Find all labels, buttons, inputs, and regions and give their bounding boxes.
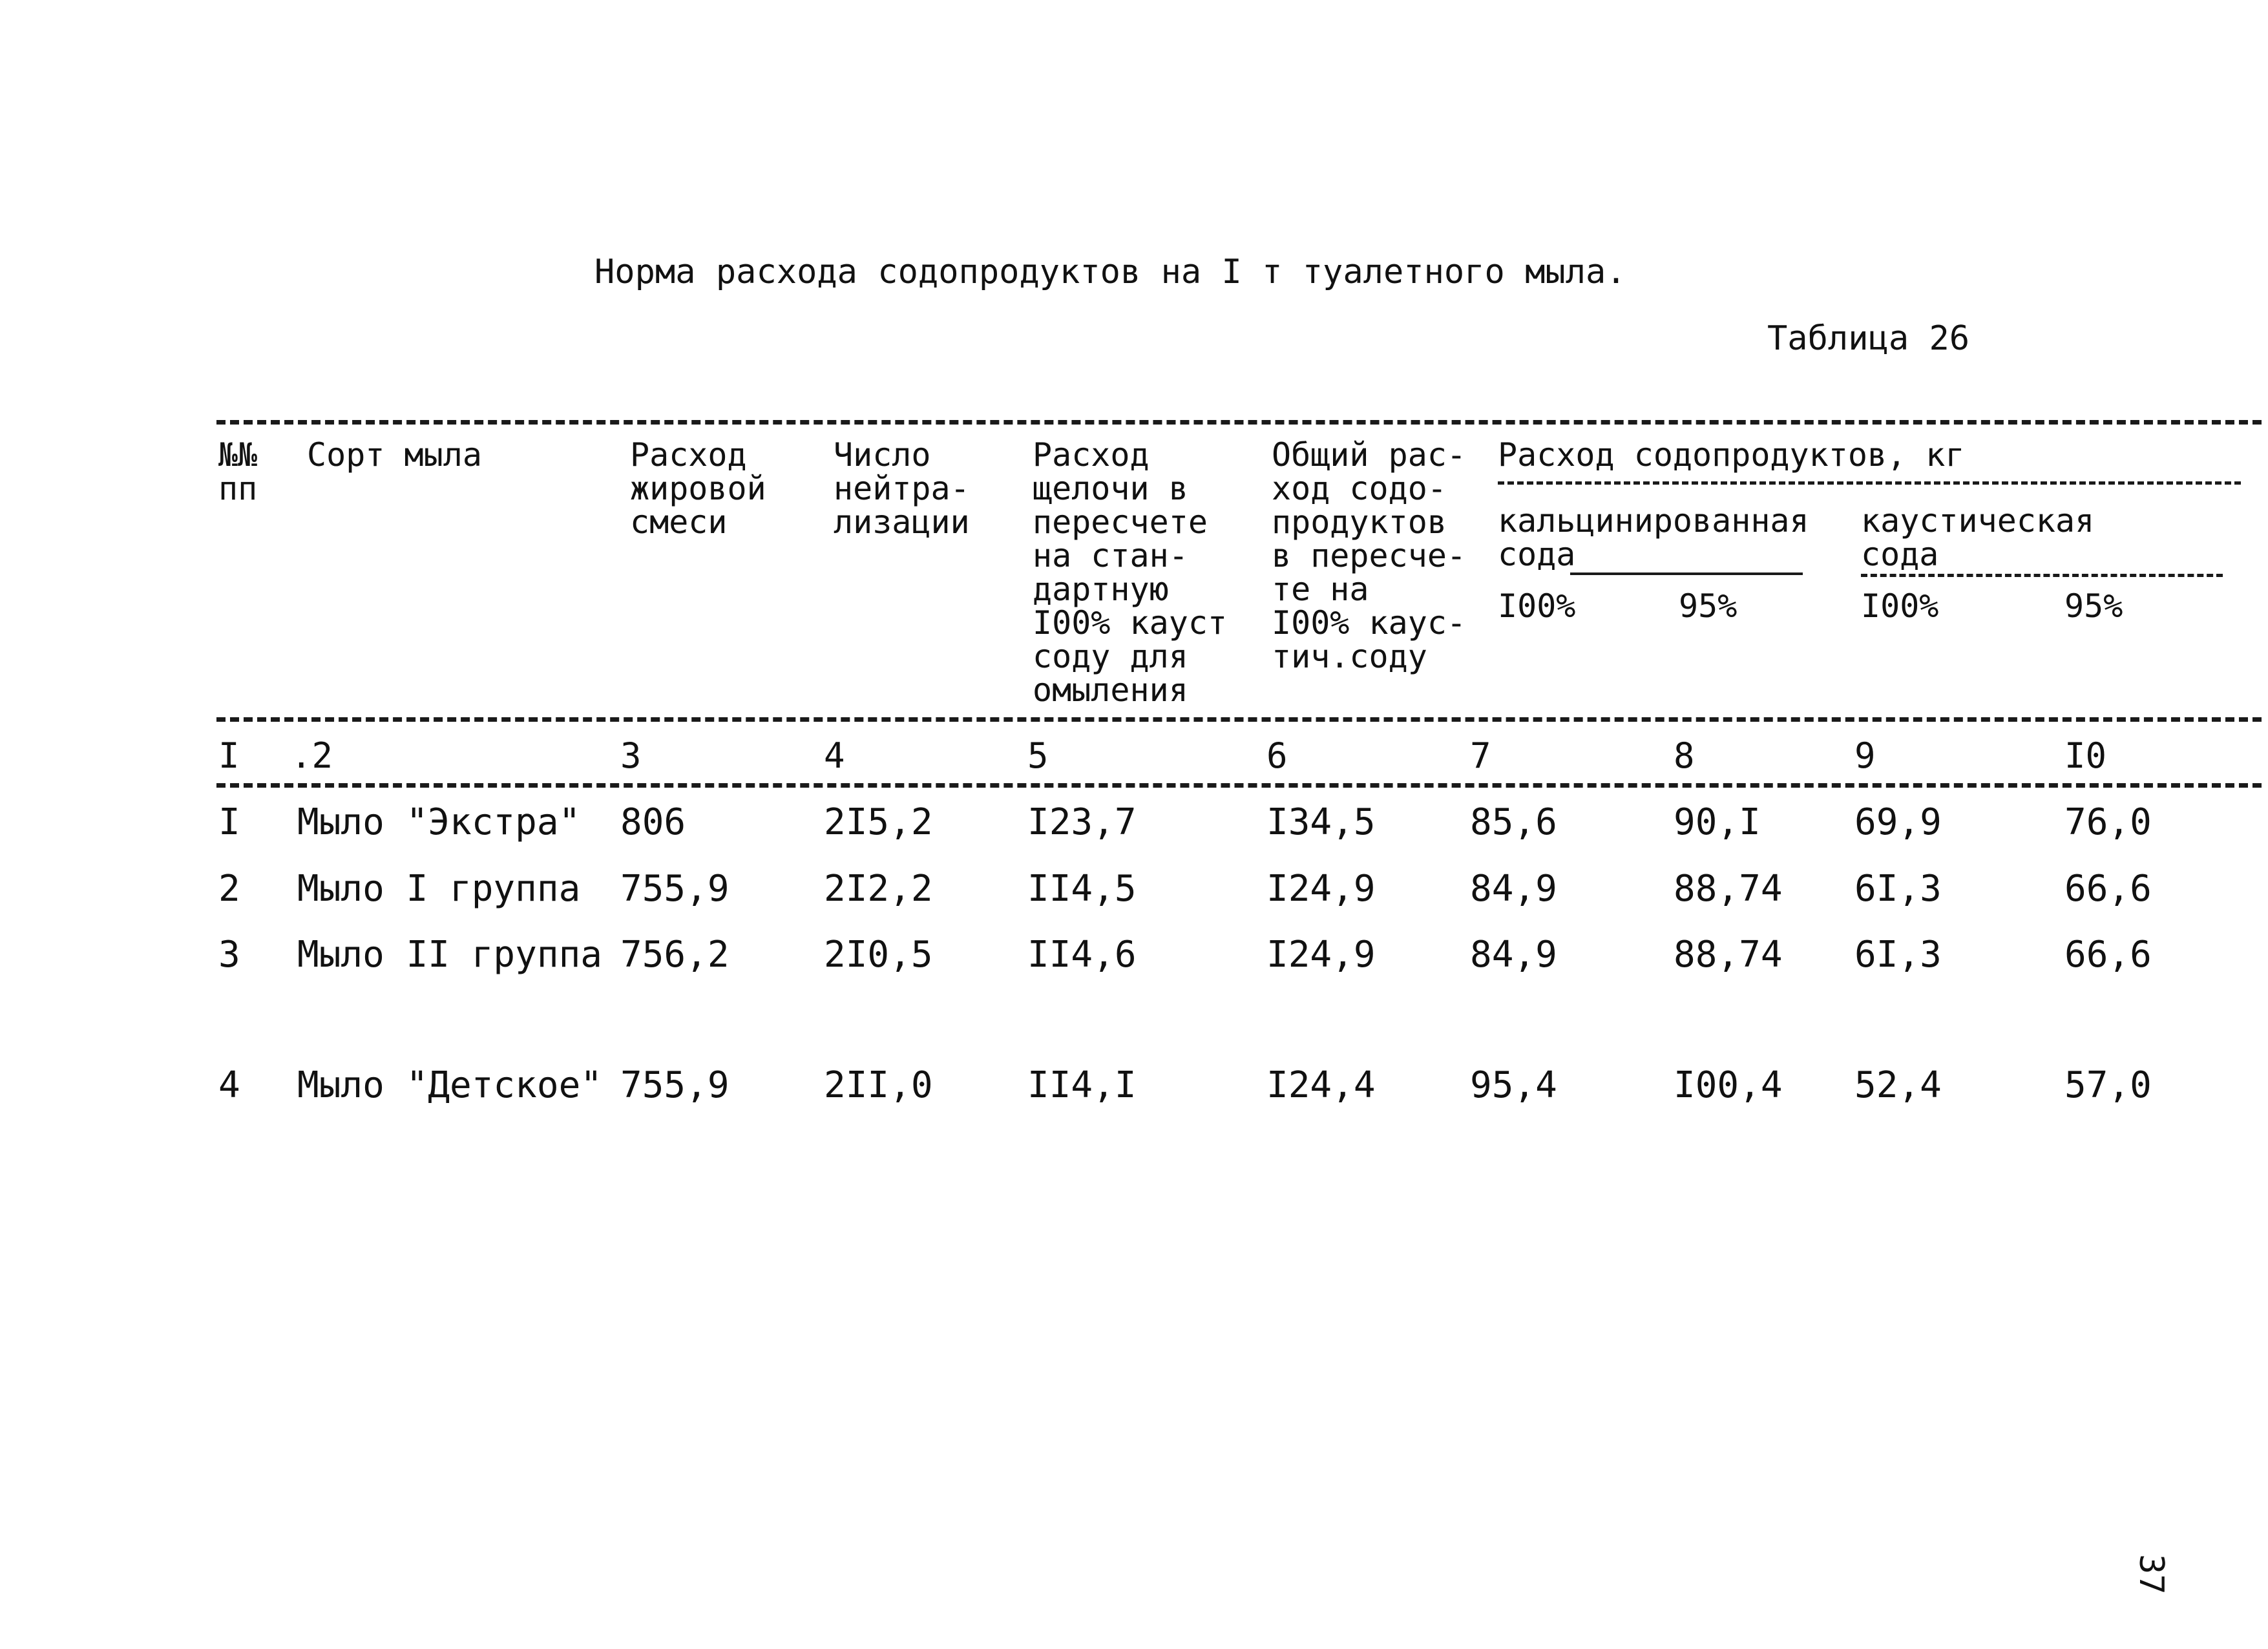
page-number: 37	[2132, 1554, 2170, 1595]
row3-name: Мыло II группа	[297, 934, 603, 976]
header-col3-line1: Расход	[630, 436, 747, 474]
header-sub2-line2: сода	[1861, 536, 1939, 573]
colnum-2: .2	[291, 735, 333, 776]
header-sub2-line1: каустическая	[1861, 502, 2095, 540]
header-col1-line1: №№	[218, 436, 258, 474]
row3-col9: 6I,3	[1854, 934, 1942, 976]
row2-col3: 755,9	[620, 868, 730, 910]
row2-col4: 2I2,2	[824, 868, 933, 910]
row3-col10: 66,6	[2064, 934, 2152, 976]
header-pct-7: I00%	[1498, 587, 1576, 625]
row1-col7: 85,6	[1470, 801, 1557, 843]
row3-col8: 88,74	[1674, 934, 1783, 976]
header-pct-10: 95%	[2064, 587, 2123, 625]
header-pct-9: I00%	[1861, 587, 1939, 625]
header-col4-line2: нейтра-	[834, 470, 970, 507]
row4-name: Мыло "Детское"	[297, 1064, 603, 1106]
colnum-bottom-rule	[216, 783, 2262, 788]
row4-col3: 755,9	[620, 1064, 730, 1106]
header-col5-line3: пересчете	[1033, 503, 1208, 541]
row4-col9: 52,4	[1854, 1064, 1942, 1106]
header-col6-line1: Общий рас-	[1272, 436, 1467, 474]
header-col6-line2: ход содо-	[1272, 470, 1447, 507]
colnum-6: 6	[1266, 735, 1288, 776]
row4-col8: I00,4	[1674, 1064, 1783, 1106]
colnum-9: 9	[1854, 735, 1876, 776]
row1-col10: 76,0	[2064, 801, 2152, 843]
row2-col5: II4,5	[1027, 868, 1137, 910]
row2-name: Мыло I группа	[297, 868, 581, 910]
header-col5-line5: дартную	[1033, 571, 1169, 608]
header-group: Расход содопродуктов, кг	[1498, 436, 1965, 474]
header-sub1-line2: сода	[1498, 536, 1576, 573]
row1-col9: 69,9	[1854, 801, 1942, 843]
row2-col8: 88,74	[1674, 868, 1783, 910]
row3-col5: II4,6	[1027, 934, 1137, 976]
row1-col6: I34,5	[1266, 801, 1376, 843]
header-col5-line4: на стан-	[1033, 537, 1188, 574]
header-col2: Сорт мыла	[307, 436, 482, 474]
header-sub1-underline	[1570, 572, 1803, 575]
row2-col9: 6I,3	[1854, 868, 1942, 910]
row3-col3: 756,2	[620, 934, 730, 976]
row3-col4: 2I0,5	[824, 934, 933, 976]
header-bottom-rule	[216, 717, 2262, 722]
colnum-8: 8	[1674, 735, 1695, 776]
row1-col5: I23,7	[1027, 801, 1137, 843]
row2-col10: 66,6	[2064, 868, 2152, 910]
header-sub2-underline	[1861, 574, 2223, 577]
header-col5-line7: соду для	[1033, 638, 1188, 675]
row1-col3: 806	[620, 801, 686, 843]
row2-col7: 84,9	[1470, 868, 1557, 910]
document-title: Норма расхода содопродуктов на I т туалетного мыла.	[594, 253, 1626, 291]
row3-col6: I24,9	[1266, 934, 1376, 976]
header-col6-line4: в пересче-	[1272, 537, 1467, 574]
header-col5-line8: омыления	[1033, 671, 1188, 709]
colnum-3: 3	[620, 735, 642, 776]
row4-col4: 2II,0	[824, 1064, 933, 1106]
table-top-rule	[216, 420, 2262, 425]
row1-num: I	[218, 801, 240, 843]
header-group-rule	[1498, 481, 2241, 485]
header-col4-line3: лизации	[834, 503, 970, 541]
colnum-1: I	[218, 735, 240, 776]
colnum-7: 7	[1470, 735, 1491, 776]
row4-col5: II4,I	[1027, 1064, 1137, 1106]
header-col3-line2: жировой	[630, 470, 766, 507]
row4-col6: I24,4	[1266, 1064, 1376, 1106]
header-col6-line3: продуктов	[1272, 503, 1447, 541]
header-col1-line2: пп	[218, 470, 258, 507]
colnum-4: 4	[824, 735, 845, 776]
row4-num: 4	[218, 1064, 240, 1106]
header-col6-line6: I00% каус-	[1272, 604, 1467, 642]
header-col5-line6: I00% кауст	[1033, 604, 1228, 642]
row3-num: 3	[218, 934, 240, 976]
header-col3-line3: смеси	[630, 503, 728, 541]
colnum-5: 5	[1027, 735, 1049, 776]
row1-col4: 2I5,2	[824, 801, 933, 843]
colnum-10: I0	[2064, 735, 2107, 776]
header-col5-line1: Расход	[1033, 436, 1150, 474]
header-col5-line2: щелочи в	[1033, 470, 1188, 507]
table-label: Таблица 26	[1767, 319, 1970, 358]
row1-col8: 90,I	[1674, 801, 1761, 843]
row3-col7: 84,9	[1470, 934, 1557, 976]
header-col6-line5: те на	[1272, 571, 1369, 608]
row2-col6: I24,9	[1266, 868, 1376, 910]
header-sub1-line1: кальцинированная	[1498, 502, 1809, 540]
header-col6-line7: тич.соду	[1272, 638, 1427, 675]
row4-col7: 95,4	[1470, 1064, 1557, 1106]
row4-col10: 57,0	[2064, 1064, 2152, 1106]
header-col4-line1: Число	[834, 436, 931, 474]
row1-name: Мыло "Экстра"	[297, 801, 581, 843]
header-pct-8: 95%	[1679, 587, 1738, 625]
row2-num: 2	[218, 868, 240, 910]
